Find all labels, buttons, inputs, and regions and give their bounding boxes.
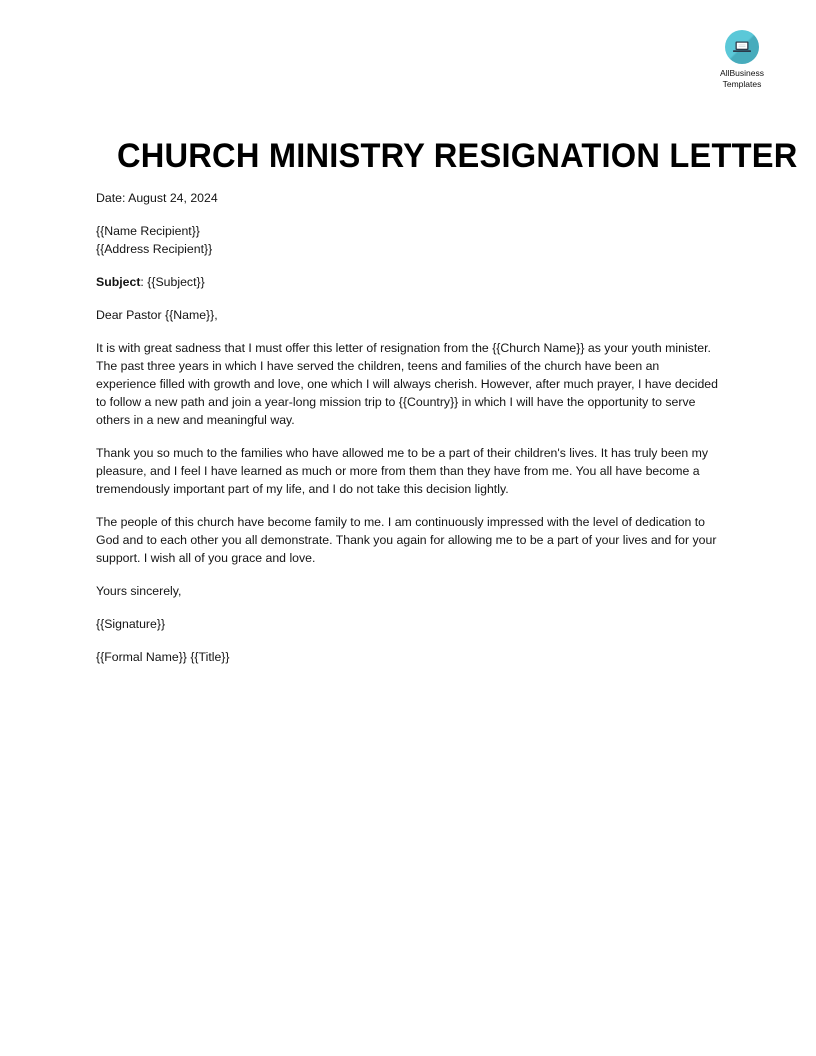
logo-caption-line-1: AllBusiness (720, 68, 764, 78)
body-paragraph-3: The people of this church have become family to me. I am continuously impressed with the level of dedication to God and to each other you all demonstrate. Thank you again for allowing me to be a part of your lives and for your support. I wish all of you grace and love. (96, 515, 717, 565)
brand-logo (696, 30, 788, 89)
salutation: Dear Pastor {{Name}}, (96, 308, 218, 322)
salutation-block (96, 306, 722, 324)
logo-caption (696, 68, 788, 89)
letter-body (96, 189, 722, 666)
date-line: Date: August 24, 2024 (96, 191, 218, 205)
recipient-address: {{Address Recipient}} (96, 242, 213, 256)
closing-block (96, 582, 722, 600)
signer-block (96, 648, 722, 666)
subject-separator: : (140, 275, 148, 289)
signature-block (96, 615, 722, 633)
subject-value: {{Subject}} (147, 275, 205, 289)
body-paragraph-1: It is with great sadness that I must offer this letter of resignation from the {{Church Name}} as your youth minister. The past three years in which I have served the children, teens and families of the church have been an experience filled with growth and love, one which I will always cherish. However, after much prayer, I have decided to follow a new path and join a year-long mission trip to {{Country}} in which I will have the opportunity to serve others in a new and meaningful way. (96, 341, 718, 427)
page-title: CHURCH MINISTRY RESIGNATION LETTER (117, 136, 798, 175)
date-block (96, 189, 722, 207)
recipient-name: {{Name Recipient}} (96, 224, 200, 238)
subject-block (96, 273, 722, 291)
logo-circle (725, 30, 759, 64)
signer-name-title: {{Formal Name}} {{Title}} (96, 650, 230, 664)
logo-caption-line-2: Templates (722, 78, 762, 89)
signature-placeholder: {{Signature}} (96, 617, 166, 631)
laptop-icon (732, 40, 752, 55)
subject-label: Subject (96, 275, 141, 289)
recipient-block (96, 222, 722, 258)
closing-line: Yours sincerely, (96, 584, 182, 598)
body-paragraph-2: Thank you so much to the families who have allowed me to be a part of their children's lives. It has truly been my pleasure, and I feel I have learned as much or more from them than they have from me. You all have become a tremendously important part of my life, and I do not take this decision lightly. (96, 446, 709, 496)
